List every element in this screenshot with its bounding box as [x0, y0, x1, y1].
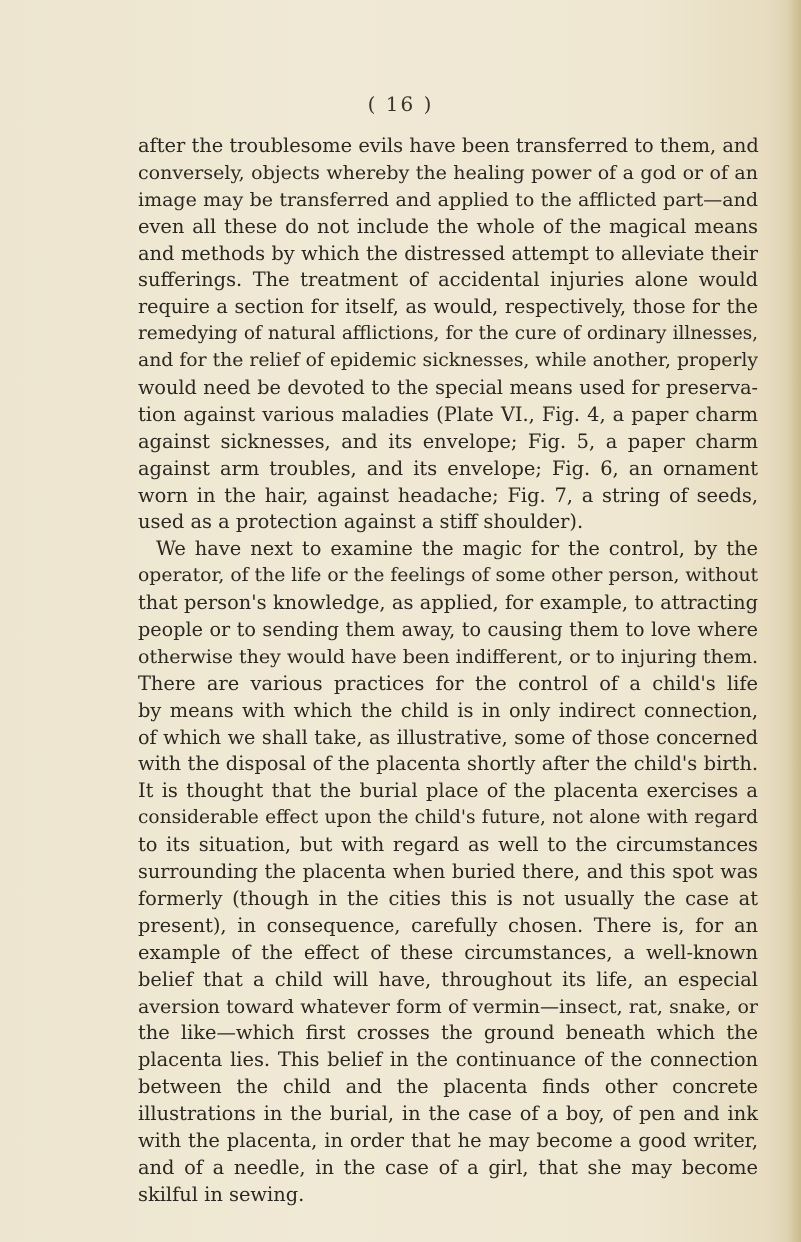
text-line: require a section for itself, as would, respectively, those for the [138, 295, 758, 319]
text-line: of which we shall take, as illustrative, some of those concerned [138, 725, 758, 749]
text-line: used as a protection against a stiff shoulder). [138, 510, 584, 534]
text-line: worn in the hair, against headache; Fig. 7, a string of seeds, [138, 483, 758, 507]
text-line: against arm troubles, and its envelope; Fig. 6, an ornament [138, 456, 758, 480]
text-line: illustrations in the burial, in the case of a boy, of pen and ink [138, 1102, 758, 1126]
body-text [138, 133, 758, 1209]
text-line: the like—which first crosses the ground beneath which the [138, 1021, 758, 1045]
text-line: skilful in sewing. [138, 1182, 305, 1206]
text-line: It is thought that the burial place of the placenta exercises a [138, 779, 758, 803]
text-line: that person's knowledge, as applied, for example, to attracting [138, 591, 758, 615]
text-line: would need be devoted to the special means used for preserva- [138, 376, 758, 400]
text-line: with the disposal of the placenta shortly after the child's birth. [138, 752, 758, 776]
text-line: and of a needle, in the case of a girl, that she may become [138, 1155, 758, 1179]
text-line: to its situation, but with regard as well to the circumstances [138, 833, 758, 857]
text-line: between the child and the placenta finds other concrete [138, 1075, 758, 1099]
text-line: present), in consequence, carefully chosen. There is, for an [138, 913, 758, 937]
page-number: ( 16 ) [367, 92, 434, 116]
text-line: considerable effect upon the child's future, not alone with regard [138, 807, 758, 829]
text-line: formerly (though in the cities this is not usually the case at [138, 886, 758, 910]
text-line: placenta lies. This belief in the continuance of the connection [138, 1048, 758, 1072]
text-line: and for the relief of epidemic sicknesses, while another, properly [138, 350, 758, 372]
text-line: against sicknesses, and its envelope; Fig. 5, a paper charm [138, 429, 758, 453]
text-line: aversion toward whatever form of vermin—insect, rat, snake, or [138, 995, 758, 1018]
text-line: belief that a child will have, throughout its life, an especial [138, 967, 758, 991]
text-line: There are various practices for the control of a child's life [138, 671, 758, 695]
text-line: people or to sending them away, to causing them to love where [138, 618, 758, 642]
text-line: even all these do not include the whole of the magical means [138, 214, 758, 238]
text-line: by means with which the child is in only indirect connection, [138, 698, 758, 722]
text-line: surrounding the placenta when buried there, and this spot was [138, 860, 758, 884]
text-line: example of the effect of these circumstances, a well-known [138, 940, 758, 964]
text-line: sufferings. The treatment of accidental injuries alone would [138, 268, 758, 292]
text-line: image may be transferred and applied to the afflicted part—and [138, 188, 758, 211]
text-line: conversely, objects whereby the healing power of a god or of an [138, 161, 758, 184]
text-line: We have next to examine the magic for the control, by the [156, 537, 758, 561]
text-line: after the troublesome evils have been transferred to them, and [138, 134, 759, 157]
text-line: operator, of the life or the feelings of some other person, without [138, 565, 759, 587]
text-line: otherwise they would have been indifferent, or to injuring them. [138, 645, 759, 668]
page-edge-shading [787, 0, 801, 1242]
text-line: with the placenta, in order that he may become a good writer, [138, 1128, 758, 1152]
text-line: and methods by which the distressed attempt to alleviate their [138, 241, 758, 265]
text-line: remedying of natural afflictions, for the cure of ordinary illnesses, [138, 323, 758, 345]
text-line: tion against various maladies (Plate VI., Fig. 4, a paper charm [138, 402, 758, 426]
